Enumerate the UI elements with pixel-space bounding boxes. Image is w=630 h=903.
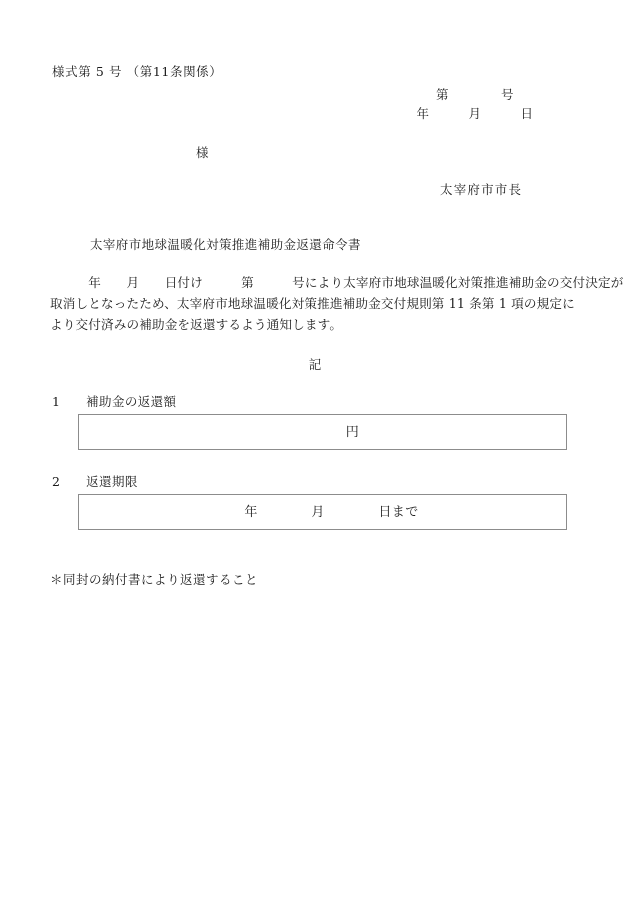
- item-label-refund-amount: 1 補助金の返還額: [52, 394, 177, 409]
- refund-deadline-value: 年 月 日まで: [244, 505, 419, 520]
- issuer-name: 太宰府市市長: [440, 182, 523, 197]
- refund-amount-unit: 円: [345, 425, 360, 440]
- body-line: 年 月 日付け 第 号により太宰府市地球温暖化対策推進補助金の交付決定が: [50, 275, 624, 290]
- body-paragraph: [50, 272, 624, 335]
- document-date-field: 年 月 日: [416, 106, 534, 121]
- body-line: より交付済みの補助金を返還するよう通知します。: [50, 317, 343, 332]
- item-label-refund-deadline: 2 返還期限: [52, 474, 138, 489]
- body-line: 取消しとなったため、太宰府市地球温暖化対策推進補助金交付規則第 11 条第 1 項の規定に: [50, 296, 575, 311]
- addressee-honorific: 様: [196, 145, 209, 160]
- ki-marker: 記: [308, 357, 322, 372]
- footnote: ＊同封の納付書により返還すること: [50, 572, 259, 587]
- document-number-field: 第 号: [435, 87, 514, 102]
- form-number: 様式第 5 号 （第11条関係）: [52, 64, 223, 79]
- page-title: 太宰府市地球温暖化対策推進補助金返還命令書: [90, 237, 361, 252]
- refund-amount-box[interactable]: [78, 414, 567, 450]
- refund-deadline-box[interactable]: [78, 494, 567, 530]
